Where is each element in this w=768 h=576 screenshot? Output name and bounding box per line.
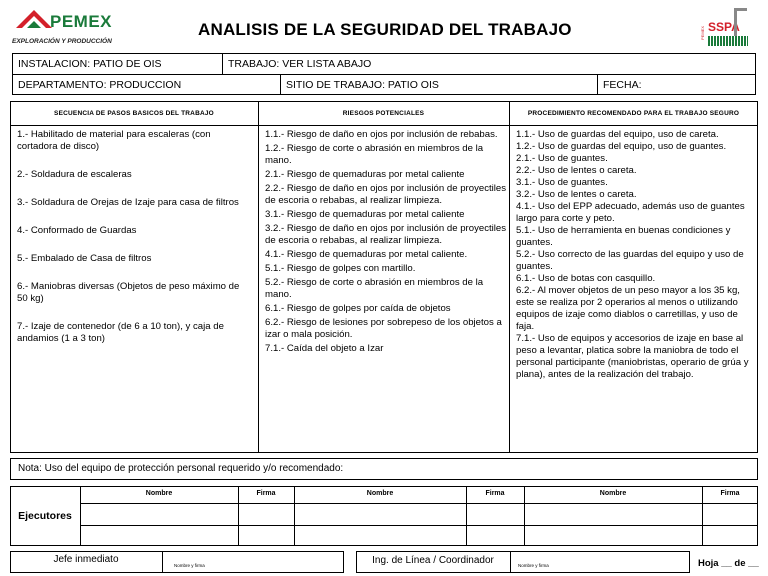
step-item: 7.- Izaje de contenedor (de 6 a 10 ton), y caja de andamios (1 a 3 ton) (17, 321, 224, 344)
risk-item: 6.2.- Riesgo de lesiones por sobrepeso de los objetos a izar o mala posición. (265, 317, 502, 340)
step-item: 6.- Maniobras diversas (Objetos de peso máximo de 50 kg) (17, 281, 240, 304)
risk-item: 5.2.- Riesgo de corte o abrasión en miembros de la mano. (265, 277, 484, 300)
procedure-item: 3.1.- Uso de guantes. (516, 177, 608, 188)
step-item: 3.- Soldadura de Orejas de Izaje para casa de filtros (17, 197, 239, 208)
instalacion-field: INSTALACION: PATIO DE OIS (18, 57, 162, 70)
sspa-wordmark: SSPA (708, 20, 740, 34)
procedure-item: 2.2.- Uso de lentes o careta. (516, 165, 637, 176)
procedures-list (516, 129, 756, 381)
risk-item: 6.1.- Riesgo de golpes por caída de objetos (265, 303, 451, 314)
risk-item: 5.1.- Riesgo de golpes con martillo. (265, 263, 416, 274)
risks-column-header: RIESGOS POTENCIALES (342, 110, 425, 117)
procedures-column-header: PROCEDIMIENTO RECOMENDADO PARA EL TRABAJO SEGURO (527, 110, 740, 117)
firma-header-1: Firma (256, 490, 276, 497)
risk-item: 4.1.- Riesgo de quemaduras por metal caliente. (265, 249, 468, 260)
trabajo-field: TRABAJO: VER LISTA ABAJO (228, 57, 372, 70)
risk-item: 1.1.- Riesgo de daño en ojos por inclusión de rebabas. (265, 129, 498, 140)
risk-item: 2.2.- Riesgo de daño en ojos por inclusión de proyectiles de escoria o rebabas, al realizar limpieza. (265, 183, 507, 206)
procedure-item: 6.1.- Uso de botas con casquillo. (516, 273, 656, 284)
procedure-item: 2.1.- Uso de guantes. (516, 153, 608, 164)
step-item: 2.- Soldadura de escaleras (17, 169, 132, 180)
step-item: 5.- Embalado de Casa de filtros (17, 253, 152, 264)
risk-item: 7.1.- Caída del objeto a Izar (265, 343, 384, 354)
sspa-figure-icon (734, 8, 747, 39)
risk-item: 1.2.- Riesgo de corte o abrasión en miembros de la mano. (265, 143, 484, 166)
procedure-item: 7.1.- Uso de equipos y accesorios de izaje en base al peso a levantar, platica sobre la maniobra de todo el personal participante (maniobristas, operario de grúa y plana), antes de la realización del trabajo. (516, 333, 749, 380)
procedure-item: 4.1.- Uso del EPP adecuado, además uso de guantes largo para corte y peto. (516, 201, 745, 224)
pemex-wordmark: PEMEX (50, 12, 113, 31)
ejecutores-label: Ejecutores (18, 510, 72, 522)
procedure-item: 5.1.- Uso de herramienta en buenas condiciones y guantes. (516, 225, 731, 248)
firma-header-3: Firma (720, 490, 740, 497)
steps-column-header: SECUENCIA DE PASOS BASICOS DEL TRABAJO (54, 110, 214, 117)
sspa-logo (700, 6, 752, 50)
page-title: ANALISIS DE LA SEGURIDAD DEL TRABAJO (198, 20, 572, 39)
risk-item: 3.1.- Riesgo de quemaduras por metal caliente (265, 209, 465, 220)
note-text: Nota: Uso del equipo de protección personal requerido y/o recomendado: (18, 463, 344, 474)
fecha-field: FECHA: (603, 78, 642, 91)
jefe-nombre-firma: Nombre y firma (174, 563, 205, 568)
risk-item: 3.2.- Riesgo de daño en ojos por inclusión de proyectiles de escoria o rebabas, al realizar limpieza. (265, 223, 507, 246)
nombre-header-2: Nombre (366, 490, 394, 497)
firma-header-2: Firma (485, 490, 505, 497)
sspa-side-label: PEMEX (700, 26, 705, 41)
risks-list (265, 129, 510, 357)
ing-nombre-firma: Nombre y firma (518, 563, 549, 568)
procedure-item: 1.1.- Uso de guardas del equipo, uso de careta. (516, 129, 719, 140)
pemex-subsidiary: EXPLORACIÓN Y PRODUCCIÓN (12, 38, 112, 45)
nombre-header-1: Nombre (145, 490, 173, 497)
pemex-logo (10, 6, 120, 50)
sspa-underline (708, 36, 748, 46)
step-item: 4.- Conformado de Guardas (17, 225, 137, 236)
steps-list (17, 129, 247, 361)
procedure-item: 1.2.- Uso de guardas del equipo, uso de guantes. (516, 141, 727, 152)
procedure-item: 6.2.- Al mover objetos de un peso mayor a los 35 kg, este se realiza por 2 operarios al menos o utilizando equipos de izaje como diablos o carretillas, y uso de faja. (516, 285, 740, 332)
step-item: 1.- Habilitado de material para escaleras (con cortadora de disco) (17, 129, 211, 152)
procedure-item: 3.2.- Uso de lentes o careta. (516, 189, 637, 200)
nombre-header-3: Nombre (599, 490, 627, 497)
risk-item: 2.1.- Riesgo de quemaduras por metal caliente (265, 169, 465, 180)
ing-label: Ing. de Línea / Coordinador (372, 555, 494, 566)
departamento-field: DEPARTAMENTO: PRODUCCION (18, 78, 182, 91)
jefe-label: Jefe inmediato (53, 554, 119, 565)
hoja-label: Hoja __ de __ (698, 558, 759, 569)
sitio-field: SITIO DE TRABAJO: PATIO OIS (286, 78, 439, 91)
procedure-item: 5.2.- Uso correcto de las guardas del equipo y uso de guantes. (516, 249, 744, 272)
